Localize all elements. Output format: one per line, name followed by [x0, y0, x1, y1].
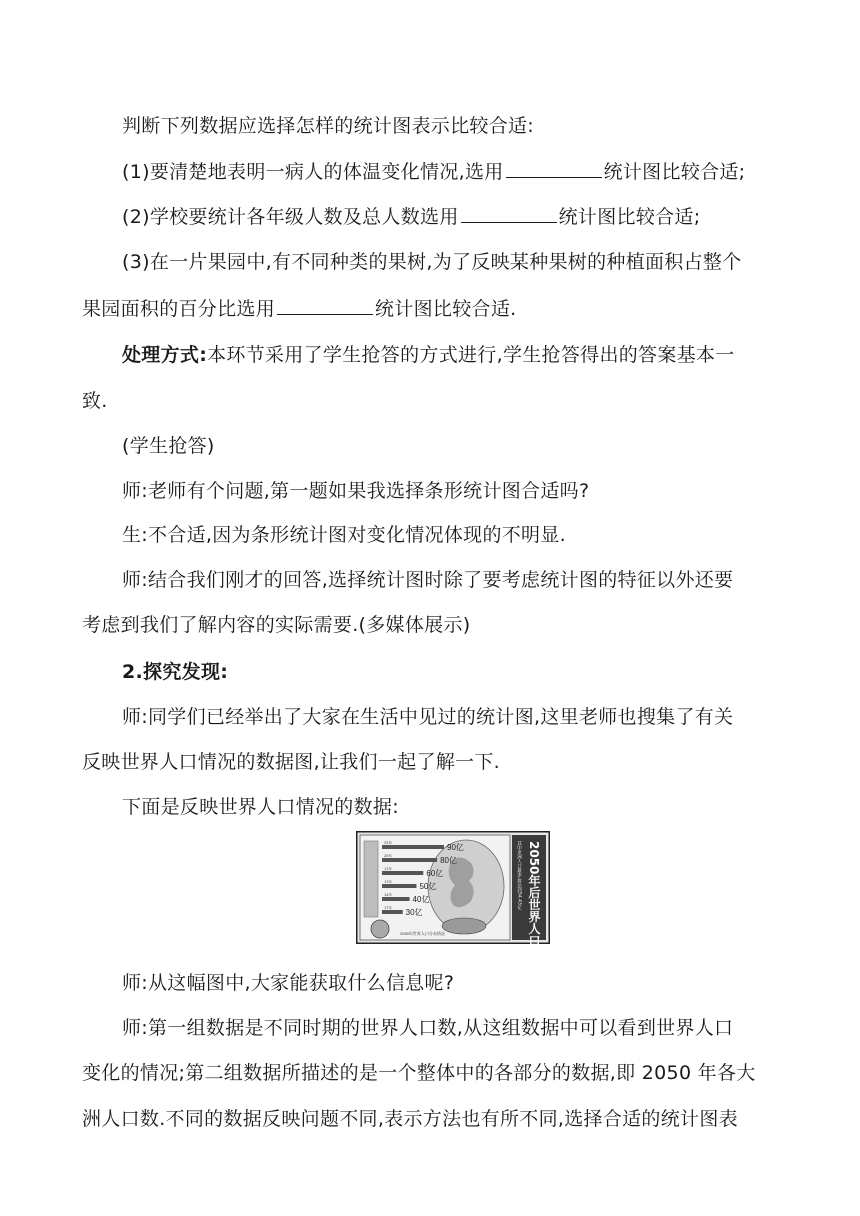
teacher-explain-line2: 变化的情况;第二组数据所描述的是一个整体中的各部分的数据,即 2050 年各大	[82, 1062, 756, 1084]
question-3-line2	[82, 296, 516, 321]
population-bar	[382, 845, 444, 849]
section-heading-explore: 2.探究发现:	[122, 661, 229, 683]
question-3-suffix: 统计图比较合适.	[375, 298, 517, 320]
bar-value-label: 30亿	[405, 908, 423, 917]
method-heading: 处理方式:	[122, 344, 208, 366]
figure-vertical-caption: 其中亚洲人口最多,将达到54.43亿	[516, 841, 522, 910]
figure-footer: 2050年世界人口分布情况	[400, 931, 445, 936]
world-population-figure	[356, 831, 550, 944]
teacher-question-2: 师:从这幅图中,大家能获取什么信息呢?	[122, 972, 455, 994]
bar-year-label: 17年	[384, 906, 392, 910]
teacher-question: 师:老师有个问题,第一题如果我选择条形统计图合适吗?	[122, 480, 590, 502]
student-reply: 生:不合适,因为条形统计图对变化情况体现的不明显.	[122, 524, 566, 546]
question-3-line1: (3)在一片果园中,有不同种类的果树,为了反映某种果树的种植面积占整个	[122, 251, 742, 273]
bar-value-label: 40亿	[412, 895, 430, 904]
bar-value-label: 50亿	[419, 882, 437, 891]
bar-value-label: 80亿	[440, 856, 458, 865]
paragraph-question-intro: 判断下列数据应选择怎样的统计图表示比较合适:	[122, 115, 535, 137]
emblem-icon	[371, 920, 389, 938]
population-bar	[382, 858, 437, 862]
bar-year-label: 25年	[384, 841, 392, 845]
figure-vertical-title: 2050年后世界人口	[527, 841, 541, 944]
bar-value-label: 60亿	[426, 869, 444, 878]
teacher-intro-line1: 师:同学们已经举出了大家在生活中见过的统计图,这里老师也搜集了有关	[122, 706, 734, 728]
teacher-summary-line1: 师:结合我们刚才的回答,选择统计图时除了要考虑统计图的特征以外还要	[122, 569, 734, 591]
method-paragraph	[122, 343, 735, 367]
bar-year-label: 13年	[384, 880, 392, 884]
answer-blank-3[interactable]	[277, 296, 373, 315]
bar-year-label: 12年	[384, 867, 392, 871]
population-bar	[382, 897, 410, 901]
question-1-text: (1)要清楚地表明一病人的体温变化情况,选用	[122, 161, 504, 183]
population-infographic	[356, 831, 550, 944]
answer-blank-1[interactable]	[506, 159, 602, 178]
teacher-explain-line3: 洲人口数.不同的数据反映问题不同,表示方法也有所不同,选择合适的统计图表	[82, 1108, 738, 1130]
student-answer-note: (学生抢答)	[122, 435, 215, 457]
population-bar	[382, 884, 416, 888]
question-2-suffix: 统计图比较合适;	[558, 206, 701, 228]
method-continuation: 致.	[82, 390, 108, 412]
answer-blank-2[interactable]	[461, 204, 557, 223]
bar-value-label: 90亿	[447, 843, 464, 852]
population-bar	[382, 910, 403, 914]
question-1	[122, 159, 745, 184]
teacher-explain-line1: 师:第一组数据是不同时期的世界人口数,从这组数据中可以看到世界人口	[122, 1017, 734, 1039]
bar-year-label: 14年	[384, 893, 392, 897]
question-2-text: (2)学校要统计各年级人数及总人数选用	[122, 206, 459, 228]
data-intro: 下面是反映世界人口情况的数据:	[122, 796, 399, 818]
pie-chart-icon	[442, 918, 486, 934]
question-1-suffix: 统计图比较合适;	[603, 161, 746, 183]
bar-year-label: 25年	[384, 854, 392, 858]
question-2	[122, 204, 700, 229]
question-3-text: 果园面积的百分比选用	[82, 298, 276, 320]
teacher-intro-line2: 反映世界人口情况的数据图,让我们一起了解一下.	[82, 751, 500, 773]
teacher-summary-line2: 考虑到我们了解内容的实际需要.(多媒体展示)	[82, 614, 471, 636]
population-bar	[382, 871, 423, 875]
method-text: 本环节采用了学生抢答的方式进行,学生抢答得出的答案基本一	[207, 344, 735, 366]
